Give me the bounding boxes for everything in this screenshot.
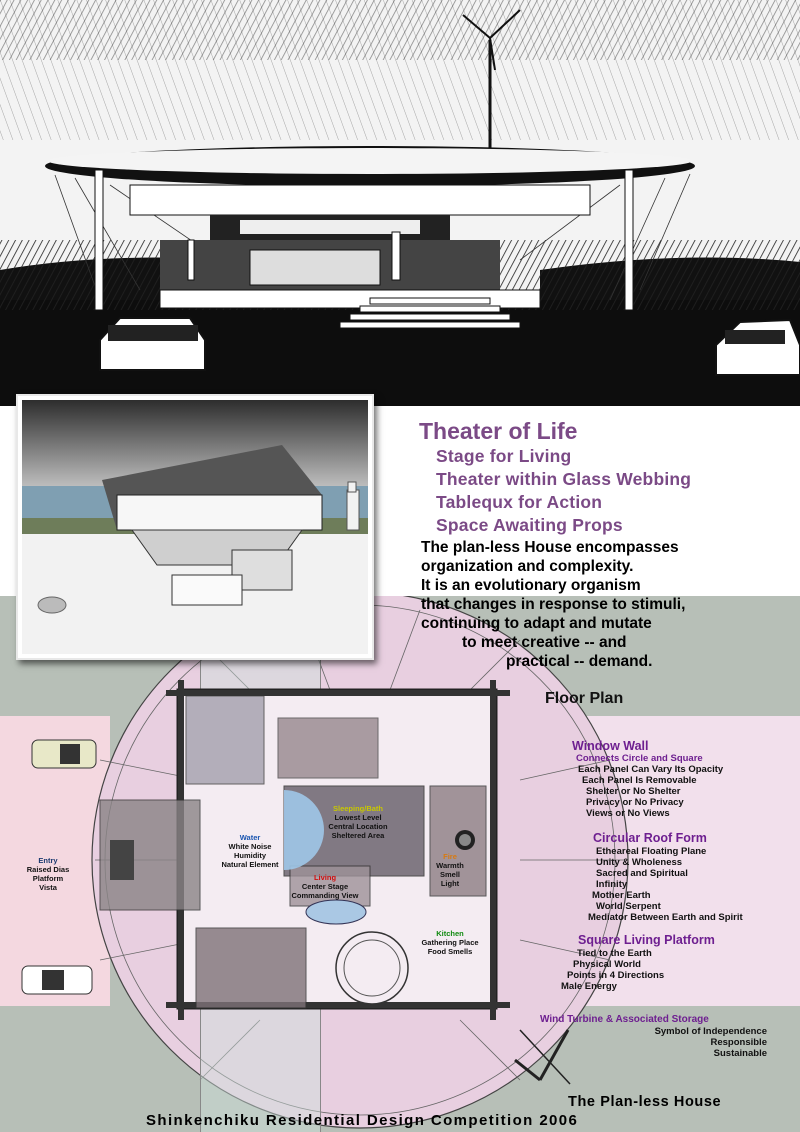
description-line: The plan-less House encompasses	[421, 539, 679, 556]
section-wind-heading: Wind Turbine & Associated Storage	[540, 1014, 709, 1025]
description-line: to meet creative -- and	[462, 634, 627, 651]
label-water	[210, 833, 290, 869]
section-roof-item: Mediator Between Earth and Spirit	[588, 912, 743, 923]
section-wind-item: Sustainable	[713, 1048, 767, 1059]
label-sleeping	[318, 804, 398, 840]
label-fire-line: Smell	[439, 870, 460, 879]
label-entry-heading: Entry	[38, 856, 58, 865]
section-roof-item: Etheareal Floating Plane	[596, 846, 707, 857]
description-line: practical -- demand.	[506, 653, 653, 670]
section-platform-item: Male Energy	[561, 981, 617, 992]
section-roof-heading: Circular Roof Form	[593, 831, 707, 845]
label-fire-line: Light	[440, 879, 460, 888]
label-living-line: Commanding View	[291, 891, 359, 900]
section-window-wall-item: Shelter or No Shelter	[586, 786, 681, 797]
section-roof-item: World Serpent	[596, 901, 661, 912]
section-platform-heading: Square Living Platform	[578, 933, 715, 947]
label-fire-heading: Fire	[443, 852, 457, 861]
label-water-heading: Water	[239, 833, 261, 842]
section-roof-item: Unity & Wholeness	[596, 857, 683, 868]
subtitle-space-props: Space Awaiting Props	[436, 515, 623, 535]
label-fire	[430, 852, 470, 888]
description-line: It is an evolutionary organism	[421, 577, 641, 594]
section-platform-item: Physical World	[573, 959, 641, 970]
section-roof-item: Sacred and Spiritual	[596, 868, 688, 879]
label-kitchen-line: Gathering Place	[421, 938, 479, 947]
label-fire-line: Warmth	[436, 861, 464, 870]
label-water-line: Humidity	[233, 851, 267, 860]
label-sleeping-line: Central Location	[328, 822, 388, 831]
section-wind-item: Symbol of Independence	[654, 1026, 767, 1037]
footer-competition: Shinkenchiku Residential Design Competition 2006	[146, 1112, 579, 1129]
section-roof-item: Infinity	[596, 879, 628, 890]
section-window-wall-heading: Window Wall	[572, 739, 649, 753]
section-window-wall-item: Privacy or No Privacy	[586, 797, 684, 808]
section-wind-item: Responsible	[710, 1037, 767, 1048]
section-platform-item: Tied to the Earth	[577, 948, 652, 959]
description-line: that changes in response to stimuli,	[421, 596, 686, 613]
label-sleeping-heading: Sleeping/Bath	[332, 804, 383, 813]
label-entry-line: Vista	[39, 883, 57, 892]
label-sleeping-line: Sheltered Area	[331, 831, 385, 840]
subtitle-stage-for-living: Stage for Living	[436, 446, 572, 466]
section-window-wall-item: Each Panel Is Removable	[582, 775, 697, 786]
description-line: continuing to adapt and mutate	[421, 615, 652, 632]
section-window-wall-subheading: Connects Circle and Square	[576, 753, 703, 764]
interior-render-image	[22, 400, 368, 654]
poster-title: Theater of Life	[419, 418, 578, 444]
section-roof-item: Mother Earth	[592, 890, 651, 901]
label-kitchen-heading: Kitchen	[436, 929, 464, 938]
elevation-sketch	[0, 0, 800, 406]
section-window-wall-item: Each Panel Can Vary Its Opacity	[578, 764, 724, 775]
section-window-wall-item: Views or No Views	[586, 808, 670, 819]
label-entry-line: Raised Dias	[26, 865, 70, 874]
floor-plan-title: Floor Plan	[545, 690, 624, 707]
subtitle-theater-glass: Theater within Glass Webbing	[436, 469, 692, 489]
label-water-line: Natural Element	[221, 860, 279, 869]
label-entry-line: Platform	[32, 874, 64, 883]
subtitle-tablequx: Tablequx for Action	[436, 492, 603, 512]
description-line: organization and complexity.	[421, 558, 634, 575]
label-entry	[18, 856, 78, 892]
label-kitchen-line: Food Smells	[427, 947, 473, 956]
label-living-line: Center Stage	[301, 882, 349, 891]
footer-title: The Plan-less House	[568, 1094, 722, 1110]
label-sleeping-line: Lowest Level	[334, 813, 382, 822]
section-platform-item: Points in 4 Directions	[567, 970, 665, 981]
label-water-line: White Noise	[228, 842, 272, 851]
label-living	[285, 873, 365, 900]
interior-render-frame	[16, 394, 374, 660]
label-living-heading: Living	[313, 873, 337, 882]
label-kitchen	[410, 929, 490, 956]
